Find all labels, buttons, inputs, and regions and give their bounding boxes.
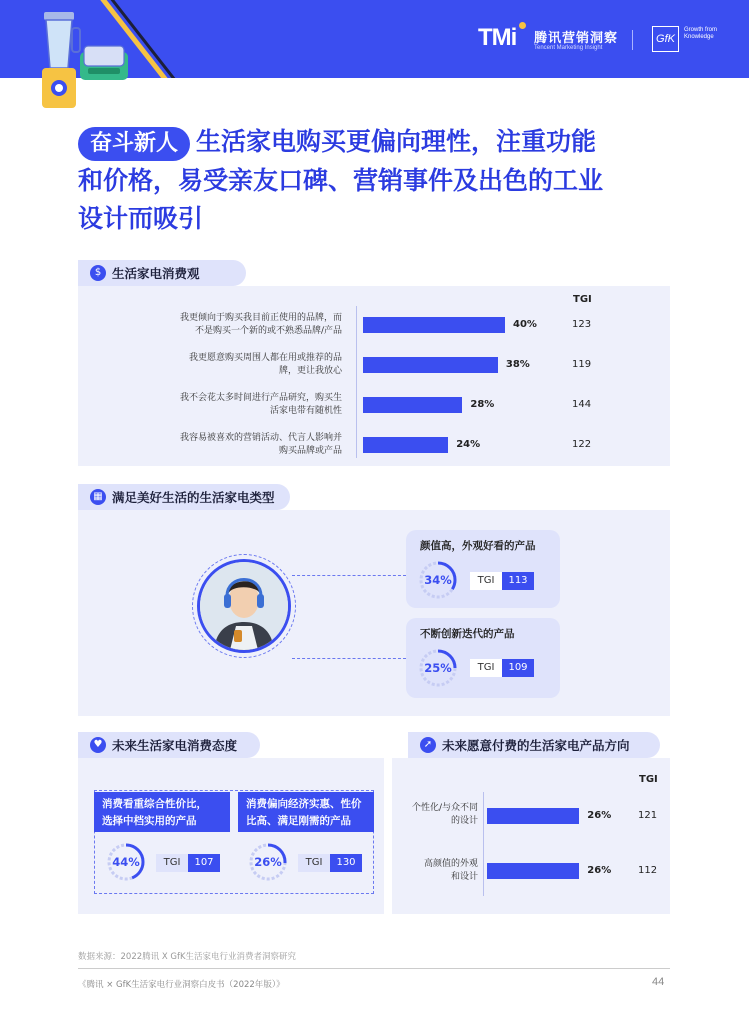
tgi-value: 130 — [330, 854, 362, 872]
tmi-logo-dot — [519, 22, 526, 29]
tgi-badge — [470, 659, 534, 677]
section-header-future-direction — [408, 732, 660, 758]
avatar — [197, 559, 291, 653]
footer-book-title: 《腾讯 × GfK生活家电行业洞察白皮书（2022年版）》 — [78, 980, 285, 990]
title-line-2: 和价格，易受亲友口碑、营销事件及出色的工业 — [78, 166, 604, 195]
tgi-key: TGI — [156, 854, 188, 872]
appliance-type-panel — [78, 510, 670, 716]
connector-line — [292, 575, 406, 576]
row-label: 个性化/与众不同 的设计 — [411, 803, 478, 826]
card-text: 消费看重综合性价比， — [102, 798, 207, 810]
heart-icon: ♥ — [90, 737, 106, 753]
data-source: 数据来源：2022腾讯 X GfK生活家电行业消费者洞察研究 — [78, 952, 297, 962]
page-title — [78, 122, 678, 238]
tgi-value: 109 — [502, 659, 534, 677]
donut-value: 26% — [254, 855, 282, 869]
donut-value: 44% — [112, 855, 140, 869]
rocket-icon: ➚ — [420, 737, 436, 753]
bar — [487, 808, 579, 824]
tgi-value: 123 — [572, 319, 592, 330]
section-header-future-attitude — [78, 732, 260, 758]
bar-value-label: 28% — [470, 399, 495, 410]
bar — [363, 357, 498, 373]
tgi-value: 112 — [638, 865, 658, 876]
card-text: 选择中档实用的产品 — [102, 815, 197, 827]
bar — [487, 863, 579, 879]
tgi-column-header: TGI — [639, 774, 658, 785]
bar-value-label: 38% — [505, 359, 530, 370]
tgi-value: 107 — [188, 854, 220, 872]
logo-divider — [632, 30, 633, 50]
connector-line — [292, 658, 406, 659]
bar-value-label: 26% — [587, 810, 612, 821]
tgi-value: 119 — [572, 359, 592, 370]
attitude-card — [94, 792, 230, 832]
tgi-badge — [298, 854, 362, 872]
section-header-appliance-type — [78, 484, 290, 510]
tgi-key: TGI — [470, 572, 502, 590]
title-tag: 奋斗新人 — [78, 127, 190, 161]
money-bag-icon: $ — [90, 265, 106, 281]
tgi-key: TGI — [298, 854, 330, 872]
tgi-value: 121 — [638, 810, 658, 821]
section-header-consumption-view — [78, 260, 246, 286]
axis-line — [483, 792, 484, 896]
section-title: 生活家电消费观 — [112, 266, 200, 281]
row-label: 我更倾向于购买我目前正使用的品牌，而 不是购买一个新的或不熟悉品牌/产品 — [179, 313, 342, 336]
tgi-column-header: TGI — [573, 294, 592, 305]
bar — [363, 437, 448, 453]
tmi-logo: TMi — [478, 24, 517, 51]
section-title: 未来生活家电消费态度 — [112, 738, 238, 753]
attitude-card — [238, 792, 374, 832]
calendar-icon: ▦ — [90, 489, 106, 505]
tmi-logo-text: 腾讯营销洞察 — [534, 31, 619, 46]
tmi-logo-subtext: Tencent Marketing Insight — [534, 45, 603, 51]
tgi-badge — [156, 854, 220, 872]
section-title: 未来愿意付费的生活家电产品方向 — [442, 738, 630, 753]
future-direction-panel — [392, 758, 670, 914]
tgi-key: TGI — [470, 659, 502, 677]
axis-line — [356, 306, 357, 458]
title-line-1: 生活家电购买更偏向理性，注重功能 — [196, 127, 597, 156]
tgi-badge — [470, 572, 534, 590]
row-label: 高颜值的外观 和设计 — [423, 859, 478, 882]
footer-divider — [78, 968, 670, 969]
donut-value: 25% — [424, 661, 452, 675]
bar-value-label: 24% — [456, 439, 481, 450]
gfk-logo: GfK — [652, 26, 679, 52]
gfk-tagline: Growth from Knowledge — [684, 27, 718, 40]
tgi-value: 122 — [572, 439, 592, 450]
tgi-value: 113 — [502, 572, 534, 590]
card-title: 颜值高，外观好看的产品 — [420, 540, 536, 552]
bar — [363, 317, 505, 333]
bar-value-label: 26% — [587, 865, 612, 876]
person-with-headphones-icon — [200, 562, 288, 650]
tgi-value: 144 — [572, 399, 592, 410]
row-label: 我更愿意购买周围人都在用或推荐的品 牌，更让我放心 — [188, 353, 342, 376]
bar — [363, 397, 462, 413]
bar-value-label: 40% — [513, 319, 537, 330]
card-text: 比高、满足刚需的产品 — [246, 815, 351, 827]
section-title: 满足美好生活的生活家电类型 — [112, 490, 275, 505]
title-line-3: 设计而吸引 — [78, 204, 204, 233]
donut-value: 34% — [424, 573, 452, 587]
row-label: 我不会花太多时间进行产品研究，购买生 活家电带有随机性 — [179, 393, 342, 416]
card-title: 不断创新迭代的产品 — [420, 628, 515, 640]
card-text: 消费偏向经济实惠、性价 — [246, 798, 362, 810]
row-label: 我容易被喜欢的营销活动、代言人影响并 购买品牌或产品 — [179, 433, 342, 456]
page-number: 44 — [652, 976, 665, 988]
toaster-illustration — [76, 42, 132, 86]
